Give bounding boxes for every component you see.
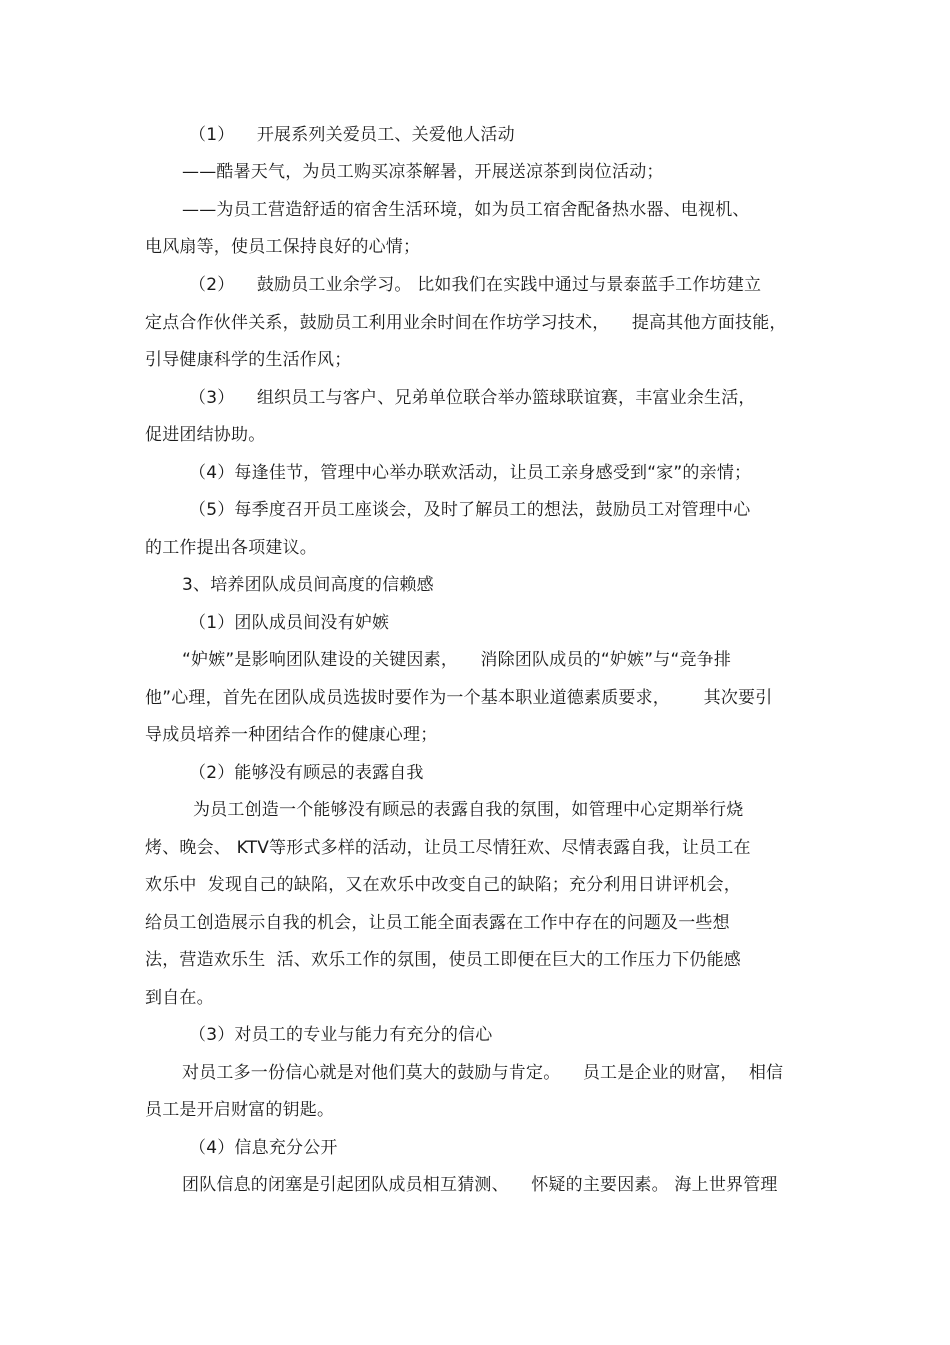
text-line: （3） 组织员工与客户、兄弟单位联合举办篮球联谊赛，丰富业余生活， xyxy=(189,388,756,408)
text-line: 导成员培养一种团结合作的健康心理； xyxy=(145,725,438,745)
text-line: 给员工创造展示自我的机会，让员工能全面表露在工作中存在的问题及一些想 xyxy=(145,913,730,933)
text-line: 促进团结协助。 xyxy=(145,425,266,445)
subsection-heading: （1）团队成员间没有妒嫉 xyxy=(189,613,390,633)
text-line: 团队信息的闭塞是引起团队成员相互猜测、 怀疑的主要因素。 海上世界管理 xyxy=(182,1175,778,1195)
text-line: 定点合作伙伴关系，鼓励员工利用业余时间在作坊学习技术， 提高其他方面技能， xyxy=(145,313,787,333)
text-line: 为员工创造一个能够没有顾忌的表露自我的氛围，如管理中心定期举行烧 xyxy=(193,800,744,820)
text-line: 到自在。 xyxy=(145,988,214,1008)
text-line: 对员工多一份信心就是对他们莫大的鼓励与肯定。 员工是企业的财富， 相信 xyxy=(182,1063,784,1083)
text-line: ——酷暑天气，为员工购买凉茶解暑，开展送凉茶到岗位活动； xyxy=(182,162,664,182)
text-line: 欢乐中 发现自己的缺陷，又在欢乐中改变自己的缺陷；充分利用日讲评机会， xyxy=(145,875,742,895)
text-line: （2） 鼓励员工业余学习。 比如我们在实践中通过与景泰蓝手工作坊建立 xyxy=(189,275,762,295)
section-heading: 3、培养团队成员间高度的信赖感 xyxy=(182,575,434,595)
text-line: 他”心理，首先在团队成员选拔时要作为一个基本职业道德素质要求， 其次要引 xyxy=(145,688,773,708)
text-line: （5）每季度召开员工座谈会，及时了解员工的想法，鼓励员工对管理中心 xyxy=(189,500,751,520)
text-line: 员工是开启财富的钥匙。 xyxy=(145,1100,335,1120)
text-line: 烤、晚会、 KTV等形式多样的活动，让员工尽情狂欢、尽情表露自我，让员工在 xyxy=(145,838,751,858)
text-line: 的工作提出各项建议。 xyxy=(145,538,317,558)
text-line: （1） 开展系列关爱员工、关爱他人活动 xyxy=(189,125,515,145)
text-line: “妒嫉”是影响团队建设的关键因素， 消除团队成员的“妒嫉”与“竞争排 xyxy=(182,650,732,670)
text-line: （4）每逢佳节，管理中心举办联欢活动，让员工亲身感受到“家”的亲情； xyxy=(189,463,752,483)
text-line: ——为员工营造舒适的宿舍生活环境，如为员工宿舍配备热水器、电视机、 xyxy=(182,200,750,220)
subsection-heading: （3）对员工的专业与能力有充分的信心 xyxy=(189,1025,493,1045)
text-line: 电风扇等，使员工保持良好的心情； xyxy=(145,237,421,257)
subsection-heading: （4）信息充分公开 xyxy=(189,1138,338,1158)
text-line: 引导健康科学的生活作风； xyxy=(145,350,352,370)
subsection-heading: （2）能够没有顾忌的表露自我 xyxy=(189,763,424,783)
text-line: 法，营造欢乐生 活、欢乐工作的氛围，使员工即便在巨大的工作压力下仍能感 xyxy=(145,950,742,970)
